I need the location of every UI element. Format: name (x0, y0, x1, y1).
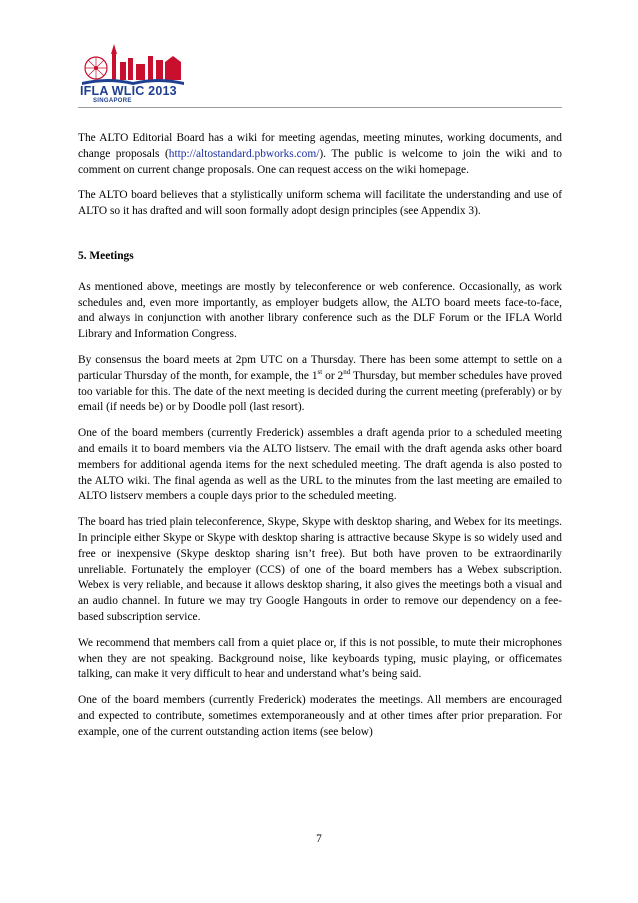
paragraph-meeting-schedule: By consensus the board meets at 2pm UTC on a Thursday. There has been some attempt to settle on a particular Thursday of the month, for example, the 1st or 2nd Thursday, but member schedules have proved too variable for this. The date of the next meeting is decided during the current meeting (preferably) or by email (if needs be) or by Doodle poll (last resort). (78, 353, 562, 414)
paragraph-meetings-overview: As mentioned above, meetings are mostly by teleconference or web conference. Occasionally, as work schedules and, even more importantly, as employer budgets allow, the ALTO board meets face-to-face, and always in conjunction with another library conference such as the DLF Forum or the IFLA World Library and Information Congress. (78, 280, 562, 341)
paragraph-conferencing-tools: The board has tried plain teleconference, Skype, Skype with desktop sharing, and Webex for its meetings. In principle either Skype or Skype with desktop sharing is attractive because Skype is so widely used and free or inexpensive (Skype desktop sharing isn’t free). But both have proven to be extraordinarily unreliable. Fortunately the employer (CCS) of one of the board members has a Webex subscription. Webex is very reliable, and because it allows desktop sharing, it also gives the meetings both a visual and an audio channel. In future we may try Google Hangouts in order to remove our dependency on a fee-based subscription service. (78, 516, 562, 623)
logo-subtitle: SINGAPORE (93, 98, 132, 104)
header-divider (78, 107, 562, 108)
page-number: 7 (316, 833, 322, 845)
section-heading: 5. Meetings (78, 249, 134, 262)
paragraph-noise: We recommend that members call from a quiet place or, if this is not possible, to mute their microphones when they are not speaking. Background noise, like keyboards typing, music playing, or officemates talking, can make it very difficult to hear and understand what’s being said. (78, 636, 562, 681)
paragraph-design-principles: The ALTO board believes that a stylistically uniform schema will facilitate the understanding and use of ALTO so it has drafted and will soon formally adopt design principles (see Appendix 3). (78, 189, 562, 218)
paragraph-moderation: One of the board members (currently Frederick) moderates the meetings. All members are encouraged and expected to contribute, sometimes extemporaneously and at other times after prior preparation. For example, one of the current outstanding action items (see below) (78, 694, 562, 738)
wiki-link[interactable]: http://altostandard.pbworks.com/ (168, 147, 320, 160)
paragraph-agenda: One of the board members (currently Frederick) assembles a draft agenda prior to a scheduled meeting and emails it to board members via the ALTO listserv. The email with the draft agenda asks other board members for additional agenda items for the next scheduled meeting. The draft agenda is also posted to the ALTO wiki. The final agenda as well as the URL to the minutes from the last meeting are emailed to ALTO listserv members a couple days prior to the scheduled meeting. (78, 427, 562, 503)
logo-title: IFLA WLIC 2013 (80, 84, 177, 98)
document-body (78, 131, 562, 751)
paragraph-wiki: The ALTO Editorial Board has a wiki for meeting agendas, meeting minutes, working documents, and change proposals (http://altostandard.pbworks.com/). The public is welcome to join the wiki and to comment on current change proposals. One can request access on the wiki homepage. (78, 132, 562, 176)
